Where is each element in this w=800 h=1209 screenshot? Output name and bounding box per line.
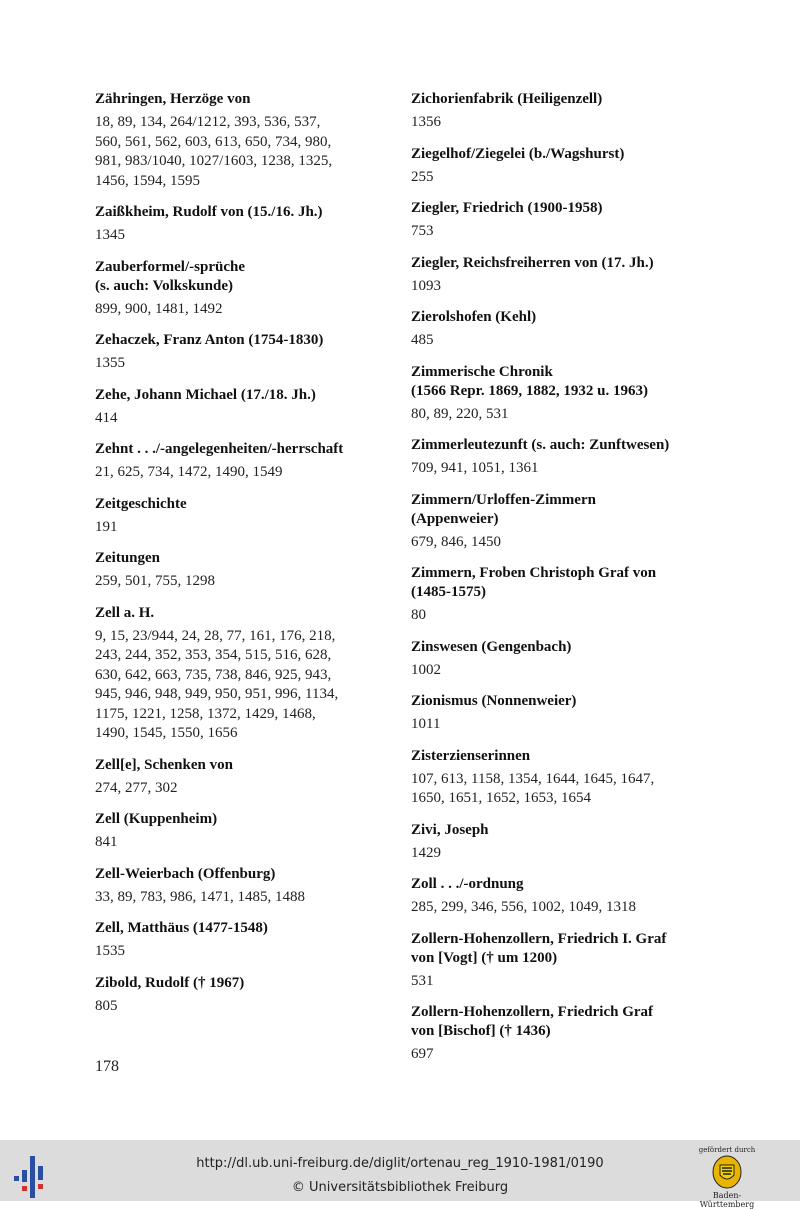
- index-entry: [411, 930, 721, 992]
- copyright-text: © Universitätsbibliothek Freiburg: [291, 1180, 509, 1195]
- entry-references: 679, 846, 1450: [411, 533, 501, 550]
- entry-heading: Zollern-Hohenzollern, Friedrich I. Graf von [Vogt] († um 1200): [411, 930, 667, 966]
- entry-heading: Zoll . . ./-ordnung: [411, 876, 524, 892]
- entry-references: 107, 613, 1158, 1354, 1644, 1645, 1647, 1650, 1651, 1652, 1653, 1654: [411, 770, 655, 806]
- entry-heading: Zimmern, Froben Christoph Graf von (1485-1575): [411, 565, 657, 600]
- viewer-footer: [0, 1140, 800, 1209]
- index-entry: [95, 756, 405, 799]
- entry-references: 531: [411, 972, 434, 989]
- entry-heading: Zell[e], Schenken von: [95, 756, 233, 773]
- entry-references: 1355: [95, 355, 125, 371]
- entry-references: 33, 89, 783, 986, 1471, 1485, 1488: [95, 888, 305, 905]
- index-entry: [95, 604, 405, 744]
- entry-references: 255: [411, 168, 434, 185]
- index-entry: [411, 747, 721, 809]
- entry-references: 899, 900, 1481, 1492: [95, 300, 223, 317]
- entry-heading: Zauberformel/-sprüche (s. auch: Volkskunde): [95, 258, 245, 294]
- entry-heading: Zeitgeschichte: [95, 495, 187, 512]
- funder-logo[interactable]: [688, 1146, 766, 1209]
- index-entry: [411, 308, 721, 351]
- entry-references: 1345: [95, 227, 125, 243]
- entry-references: 285, 299, 346, 556, 1002, 1049, 1318: [411, 899, 636, 915]
- entry-heading: Zell (Kuppenheim): [95, 811, 218, 827]
- entry-references: 21, 625, 734, 1472, 1490, 1549: [95, 464, 283, 480]
- entry-references: 18, 89, 134, 264/1212, 393, 536, 537, 560, 561, 562, 603, 613, 650, 734, 980, 981, 983/1040, 1027/1603, 1238, 1325, 1456, 1594, 1595: [95, 114, 333, 189]
- entry-references: 753: [411, 223, 434, 239]
- entry-references: 1535: [95, 943, 125, 959]
- entry-references: 1002: [411, 661, 441, 678]
- entry-references: 697: [411, 1046, 434, 1062]
- entry-heading: Ziegler, Friedrich (1900-1958): [411, 200, 603, 216]
- index-entry: [411, 692, 721, 735]
- right-column: [411, 90, 721, 1077]
- index-entry: [411, 564, 721, 626]
- funded-by-label: gefördert durch: [698, 1146, 756, 1154]
- index-entry: [411, 363, 721, 425]
- index-entry: [411, 821, 721, 864]
- index-entry: [411, 254, 721, 297]
- entry-heading: Zimmern/Urloffen-Zimmern (Appenweier): [411, 491, 596, 527]
- index-entry: [411, 875, 721, 918]
- index-entry: [95, 549, 405, 592]
- index-entry: [411, 638, 721, 681]
- index-entry: [95, 495, 405, 538]
- entry-references: 709, 941, 1051, 1361: [411, 460, 539, 476]
- entry-heading: Zinswesen (Gengenbach): [411, 638, 572, 655]
- entry-heading: Zähringen, Herzöge von: [95, 91, 251, 107]
- entry-references: 9, 15, 23/944, 24, 28, 77, 161, 176, 218, 243, 244, 352, 353, 354, 515, 516, 628, 630, 642, 663, 735, 738, 846, 925, 943, 945, 946, 948, 949, 950, 951, 996, 1134, 1175, 1221, 1258, 1372, 1429, 1468, 1490, 1545, 1550, 1656: [95, 627, 339, 741]
- entry-heading: Zell-Weierbach (Offenburg): [95, 865, 276, 882]
- entry-heading: Ziegelhof/Ziegelei (b./Wagshurst): [411, 145, 625, 162]
- entry-heading: Zisterzienserinnen: [411, 747, 531, 764]
- entry-heading: Zehaczek, Franz Anton (1754-1830): [95, 332, 324, 348]
- entry-heading: Zivi, Joseph: [411, 821, 489, 838]
- entry-references: 1093: [411, 277, 441, 294]
- entry-heading: Zell, Matthäus (1477-1548): [95, 920, 268, 936]
- entry-heading: Zaißkheim, Rudolf von (15./16. Jh.): [95, 204, 323, 220]
- document-url-link[interactable]: http://dl.ub.uni-freiburg.de/diglit/ortenau_reg_1910-1981/0190: [196, 1156, 604, 1171]
- funder-name: Baden-Württemberg: [699, 1191, 755, 1209]
- entry-heading: Zeitungen: [95, 550, 161, 566]
- index-entry: [411, 491, 721, 553]
- page-number: 178: [95, 1058, 119, 1075]
- index-entry: [411, 145, 721, 188]
- entry-references: 1356: [411, 114, 441, 130]
- entry-references: 1429: [411, 844, 441, 861]
- entry-heading: Zierolshofen (Kehl): [411, 309, 537, 325]
- entry-references: 1011: [411, 716, 441, 732]
- entry-heading: Zimmerleutezunft (s. auch: Zunftwesen): [411, 437, 670, 453]
- entry-heading: Zell a. H.: [95, 604, 155, 621]
- entry-heading: Zehe, Johann Michael (17./18. Jh.): [95, 386, 316, 403]
- index-entry: [95, 331, 405, 374]
- index-entry: [95, 440, 405, 483]
- index-entry: [95, 810, 405, 853]
- index-entry: [411, 199, 721, 242]
- index-entry: [411, 436, 721, 479]
- entry-heading: Zionismus (Nonnenweier): [411, 693, 577, 709]
- entry-references: 259, 501, 755, 1298: [95, 573, 215, 589]
- index-entry: [411, 1003, 721, 1065]
- entry-references: 80: [411, 607, 426, 623]
- index-entry: [411, 90, 721, 133]
- index-entry: [95, 919, 405, 962]
- entry-references: 805: [95, 997, 118, 1014]
- entry-references: 841: [95, 834, 118, 850]
- entry-references: 485: [411, 332, 434, 348]
- entry-heading: Zehnt . . ./-angelegenheiten/-herrschaft: [95, 441, 344, 457]
- index-entry: [95, 203, 405, 246]
- entry-heading: Ziegler, Reichsfreiherren von (17. Jh.): [411, 254, 654, 271]
- entry-references: 414: [95, 409, 118, 426]
- entry-references: 80, 89, 220, 531: [411, 405, 509, 422]
- index-entry: [95, 386, 405, 429]
- left-column: [95, 90, 405, 1028]
- entry-heading: Zichorienfabrik (Heiligenzell): [411, 91, 603, 107]
- index-entry: [95, 974, 405, 1017]
- entry-heading: Zibold, Rudolf († 1967): [95, 974, 245, 991]
- entry-heading: Zimmerische Chronik (1566 Repr. 1869, 1882, 1932 u. 1963): [411, 363, 648, 399]
- index-entry: [95, 90, 405, 191]
- entry-references: 274, 277, 302: [95, 779, 178, 796]
- index-entry: [95, 258, 405, 320]
- entry-references: 191: [95, 518, 118, 535]
- coat-of-arms-icon: [712, 1155, 742, 1189]
- entry-heading: Zollern-Hohenzollern, Friedrich Graf von [Bischof] († 1436): [411, 1004, 654, 1039]
- index-entry: [95, 865, 405, 908]
